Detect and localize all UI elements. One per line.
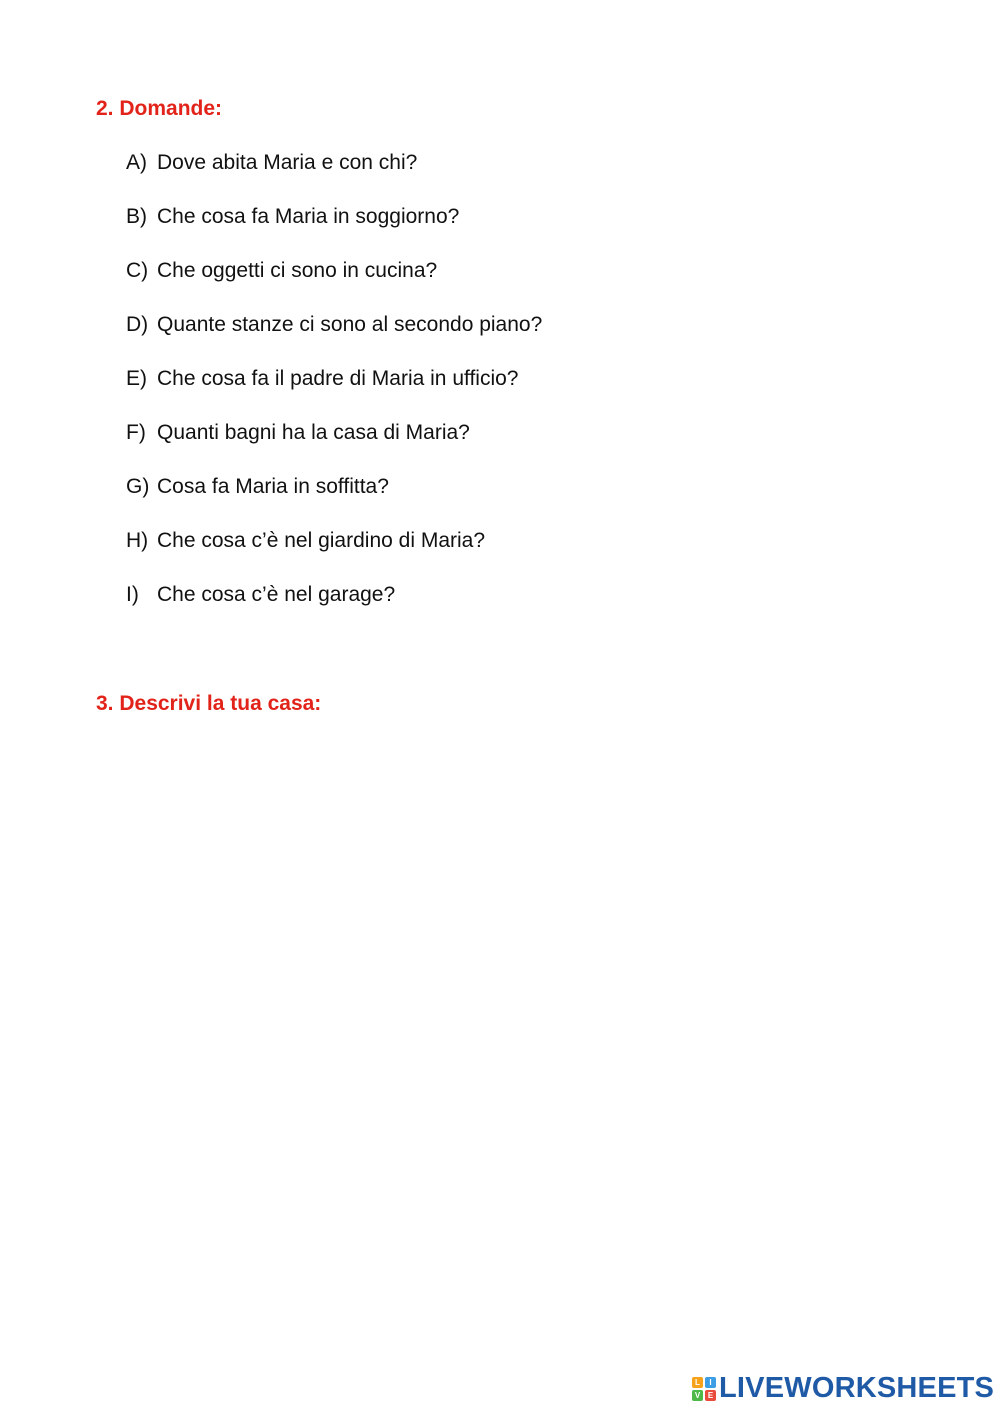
question-letter: I) [126,583,139,606]
logo-tile-l: L [692,1377,703,1388]
question-item [126,367,542,421]
question-item [126,583,542,637]
question-item [126,421,542,475]
describe-house-heading: 3. Descrivi la tua casa: [96,692,322,715]
question-item [126,475,542,529]
logo-tile-e: E [705,1390,716,1401]
brand-name: LIVEWORKSHEETS [719,1372,995,1404]
question-letter: F) [126,421,146,444]
liveworksheets-logo-icon [692,1377,716,1401]
question-item [126,529,542,583]
question-item [126,151,542,205]
question-letter: G) [126,475,150,498]
question-letter: D) [126,313,149,336]
question-letter: B) [126,205,147,228]
question-letter: H) [126,529,149,552]
question-item [126,205,542,259]
logo-tile-i: I [705,1377,716,1388]
logo-tile-v: V [692,1390,703,1401]
question-item [126,259,542,313]
question-text: Che oggetti ci sono in cucina? [157,259,438,282]
question-text: Cosa fa Maria in soffitta? [157,475,389,498]
question-text: Che cosa fa il padre di Maria in ufficio? [157,367,519,390]
question-text: Quante stanze ci sono al secondo piano? [157,313,543,336]
question-letter: E) [126,367,147,390]
questions-heading: 2. Domande: [96,97,223,120]
question-text: Che cosa fa Maria in soggiorno? [157,205,460,228]
liveworksheets-brand [692,1374,994,1403]
question-item [126,313,542,367]
question-text: Quanti bagni ha la casa di Maria? [157,421,470,444]
question-text: Che cosa c’è nel giardino di Maria? [157,529,486,552]
question-text: Che cosa c’è nel garage? [157,583,396,606]
question-letter: C) [126,259,149,282]
question-letter: A) [126,151,147,174]
question-text: Dove abita Maria e con chi? [157,151,418,174]
questions-list [126,151,542,637]
